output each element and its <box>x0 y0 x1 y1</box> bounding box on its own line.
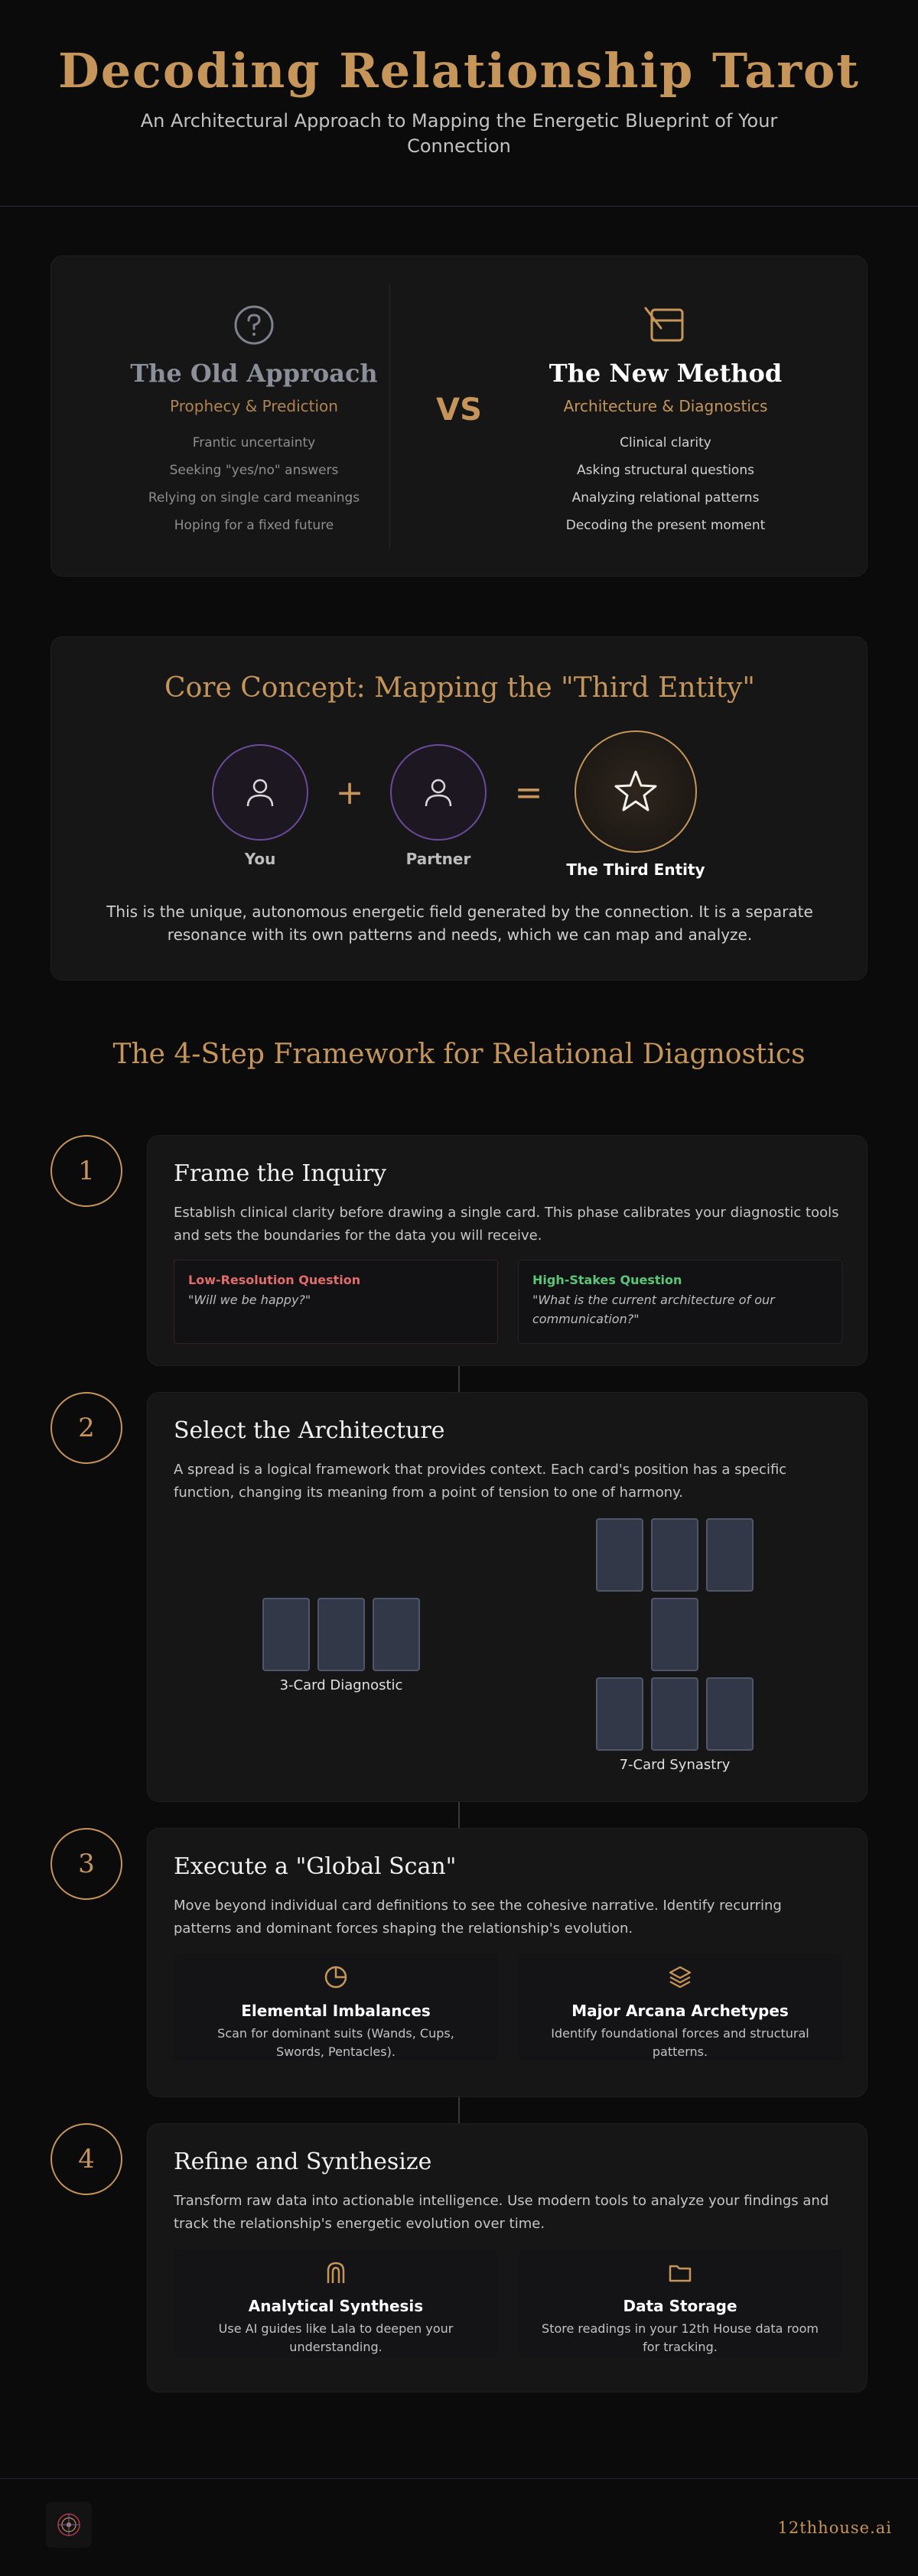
old-approach-list <box>90 429 418 539</box>
you-label: You <box>244 850 276 868</box>
list-item: Analyzing relational patterns <box>571 490 760 506</box>
elemental-imbalances-panel <box>174 1954 498 2061</box>
step-number-3: 3 <box>50 1828 122 1900</box>
feature-title: Major Arcana Archetypes <box>571 2002 789 2020</box>
step-title: Refine and Synthesize <box>174 2148 432 2175</box>
blueprint-icon <box>643 302 688 348</box>
spread-card <box>262 1598 310 1671</box>
spread-card <box>651 1598 698 1671</box>
person-icon <box>422 776 455 809</box>
low-resolution-label: Low-Resolution Question <box>188 1273 361 1287</box>
you-circle <box>212 744 308 841</box>
old-approach-title: The Old Approach <box>130 359 378 388</box>
pie-chart-icon <box>324 1965 348 1989</box>
core-concept-description: This is the unique, autonomous energetic field generated by the connection. It is a separate resonance with its own patterns and needs, which we can map and analyze. <box>106 903 813 944</box>
list-item: Asking structural questions <box>577 463 754 478</box>
new-method-list <box>501 429 830 539</box>
feature-title: Analytical Synthesis <box>248 2297 424 2315</box>
step-title: Select the Architecture <box>174 1417 445 1444</box>
step-description: A spread is a logical framework that provides context. Each card's position has a specific function, changing its meaning from a point of tension to one of harmony. <box>174 1462 787 1501</box>
new-method-title: The New Method <box>549 359 783 388</box>
high-stakes-label: High-Stakes Question <box>532 1273 682 1287</box>
core-concept-title: Core Concept: Mapping the "Third Entity" <box>164 672 755 704</box>
equals-symbol: = <box>514 773 543 812</box>
list-item: Clinical clarity <box>620 435 711 450</box>
framework-title: The 4-Step Framework for Relational Diagnostics <box>112 1039 806 1070</box>
page-subtitle: An Architectural Approach to Mapping the Energetic Blueprint of Your Connection <box>140 110 778 157</box>
list-item: Seeking "yes/no" answers <box>169 463 339 478</box>
comparison-card <box>50 255 868 577</box>
spread-card <box>651 1677 698 1751</box>
list-item: Relying on single card meanings <box>148 490 360 506</box>
high-stakes-question-box <box>518 1260 842 1344</box>
star-icon <box>611 767 660 816</box>
data-storage-panel <box>518 2249 842 2356</box>
step-number-2: 2 <box>50 1392 122 1464</box>
spread-card <box>596 1518 643 1592</box>
feature-text: Scan for dominant suits (Wands, Cups, Swords, Pentacles). <box>217 2026 454 2059</box>
three-card-label: 3-Card Diagnostic <box>279 1677 403 1693</box>
step-connector <box>458 2097 460 2123</box>
spread-card <box>651 1518 698 1592</box>
new-method-subtitle: Architecture & Diagnostics <box>563 397 768 415</box>
spread-card <box>596 1677 643 1751</box>
feature-text: Use AI guides like Lala to deepen your understanding. <box>218 2321 454 2354</box>
feature-text: Identify foundational forces and structural patterns. <box>551 2026 809 2059</box>
step-title: Frame the Inquiry <box>174 1160 387 1187</box>
question-circle-icon <box>231 302 277 348</box>
arch-icon <box>324 2260 348 2285</box>
vs-label: VS <box>436 392 482 428</box>
step-connector <box>458 1366 460 1392</box>
feature-text: Store readings in your 12th House data room for tracking. <box>542 2321 819 2354</box>
brand-link[interactable]: 12thhouse.ai <box>777 2519 892 2537</box>
feature-title: Data Storage <box>623 2297 737 2315</box>
low-resolution-example: "Will we be happy?" <box>188 1293 311 1307</box>
feature-title: Elemental Imbalances <box>241 2002 431 2020</box>
step-2-card <box>147 1392 868 1802</box>
list-item: Frantic uncertainty <box>192 435 316 450</box>
step-number-4: 4 <box>50 2123 122 2195</box>
spread-card <box>706 1677 754 1751</box>
step-connector <box>458 1802 460 1828</box>
plus-symbol: + <box>335 773 364 812</box>
third-entity-label: The Third Entity <box>566 860 705 879</box>
list-item: Hoping for a fixed future <box>174 518 334 533</box>
spread-card <box>373 1598 420 1671</box>
footer <box>0 2478 918 2576</box>
seven-card-label: 7-Card Synastry <box>619 1757 731 1773</box>
step-title: Execute a "Global Scan" <box>174 1853 457 1880</box>
partner-label: Partner <box>405 850 471 868</box>
step-description: Move beyond individual card definitions to see the cohesive narrative. Identify recurring patterns and dominant forces shaping the relationship's evolution. <box>174 1898 782 1937</box>
low-resolution-question-box <box>174 1260 498 1344</box>
step-number-1: 1 <box>50 1135 122 1207</box>
high-stakes-example: "What is the current architecture of our communication?" <box>532 1293 775 1326</box>
major-arcana-panel <box>518 1954 842 2061</box>
step-3-card <box>147 1828 868 2097</box>
step-description: Transform raw data into actionable intelligence. Use modern tools to analyze your findings and track the relationship's energetic evolution over time. <box>174 2193 829 2232</box>
divider <box>389 284 390 548</box>
third-entity-circle <box>575 730 697 853</box>
person-icon <box>243 776 277 809</box>
layers-icon <box>668 1965 692 1989</box>
spread-card <box>317 1598 365 1671</box>
partner-circle <box>390 744 487 841</box>
twelfth-house-logo-icon[interactable] <box>46 2502 92 2548</box>
core-concept-card <box>50 636 868 981</box>
old-approach-subtitle: Prophecy & Prediction <box>170 397 338 415</box>
step-description: Establish clinical clarity before drawing a single card. This phase calibrates your diagnostic tools and sets the boundaries for the data you will receive. <box>174 1205 839 1244</box>
step-4-card <box>147 2123 868 2392</box>
analytical-synthesis-panel <box>174 2249 498 2356</box>
folder-icon <box>668 2260 692 2285</box>
list-item: Decoding the present moment <box>565 518 766 533</box>
step-1-card <box>147 1135 868 1366</box>
page-title: Decoding Relationship Tarot <box>57 43 861 99</box>
spread-card <box>706 1518 754 1592</box>
header <box>0 0 918 207</box>
